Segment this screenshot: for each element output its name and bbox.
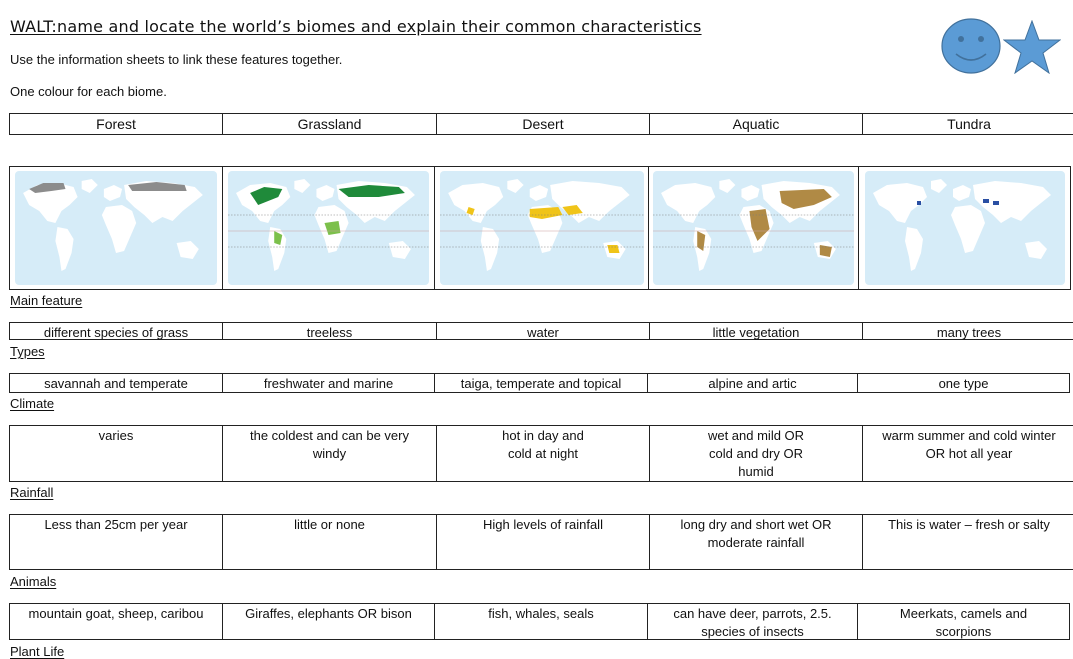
grassland-map-image (222, 166, 435, 290)
instruction-line-1: Use the information sheets to link these features together. (10, 52, 343, 67)
rainfall-cell (9, 514, 223, 570)
desert-map-image (434, 166, 649, 290)
biome-region (917, 201, 921, 205)
types-cell: savannah and temperate (9, 373, 223, 393)
walt-prefix: WALT: (10, 17, 58, 36)
instruction-line-2: One colour for each biome. (10, 84, 167, 99)
rainfall-cell (222, 514, 437, 570)
climate-text-line: varies (98, 428, 134, 443)
section-label-main-feature: Main feature (10, 293, 83, 308)
section-label-plant-life: Plant Life (10, 644, 65, 659)
section-label-animals: Animals (10, 574, 57, 589)
animals-text-line: Meerkats, camels and (899, 606, 1028, 621)
main-feature-cell: water (436, 322, 650, 340)
rainfall-text-line: High levels of rainfall (483, 517, 603, 532)
animals-text-line: scorpions (935, 624, 992, 639)
climate-text-line: wet and mild OR (707, 428, 805, 443)
climate-text-line: cold and dry OR (709, 446, 803, 461)
section-label-rainfall: Rainfall (10, 485, 54, 500)
biome-header-tundra: Tundra (862, 113, 1073, 135)
climate-cell (862, 425, 1073, 482)
animals-cell (434, 603, 648, 640)
star-icon (1003, 20, 1061, 74)
climate-text-line: OR hot all year (925, 446, 1013, 461)
section-label-climate: Climate (10, 396, 55, 411)
rainfall-text-line: Less than 25cm per year (44, 517, 188, 532)
types-row (9, 373, 1070, 393)
biome-header-desert: Desert (436, 113, 650, 135)
animals-cell (222, 603, 435, 640)
biome-region (607, 245, 619, 253)
rainfall-cell (862, 514, 1073, 570)
rainfall-text-line: This is water – fresh or salty (888, 517, 1050, 532)
page-title (10, 17, 702, 36)
rainfall-text-line: moderate rainfall (707, 535, 805, 550)
main-feature-cell: treeless (222, 322, 437, 340)
types-cell: one type (857, 373, 1070, 393)
climate-text-line: humid (738, 464, 774, 479)
animals-text-line: Giraffes, elephants OR bison (245, 606, 412, 621)
biome-region (993, 201, 999, 205)
types-cell: freshwater and marine (222, 373, 435, 393)
main-feature-cell: little vegetation (649, 322, 863, 340)
rainfall-cell (436, 514, 650, 570)
climate-text-line: cold at night (507, 446, 579, 461)
types-cell: alpine and artic (647, 373, 858, 393)
animals-text-line: species of insects (701, 624, 804, 639)
walt-text: name and locate the world’s biomes and explain their common characteristics (57, 17, 702, 36)
climate-cell (9, 425, 223, 482)
main-feature-row (9, 322, 1073, 340)
smiley-face-icon (941, 18, 1001, 74)
climate-row (9, 425, 1073, 482)
biome-header-grassland: Grassland (222, 113, 437, 135)
animals-cell (857, 603, 1070, 640)
aquatic-map-image (648, 166, 859, 290)
biome-maps-row (9, 166, 1071, 290)
animals-row (9, 603, 1070, 640)
animals-text-line: fish, whales, seals (488, 606, 594, 621)
main-feature-cell: different species of grass (9, 322, 223, 340)
biome-header-forest: Forest (9, 113, 223, 135)
types-cell: taiga, temperate and topical (434, 373, 648, 393)
animals-text-line: mountain goat, sheep, caribou (28, 606, 204, 621)
rainfall-text-line: little or none (294, 517, 365, 532)
animals-cell (9, 603, 223, 640)
forest-map-image (9, 166, 223, 290)
animals-cell (647, 603, 858, 640)
section-label-types: Types (10, 344, 45, 359)
climate-text-line: warm summer and cold winter (882, 428, 1056, 443)
climate-cell (222, 425, 437, 482)
climate-cell (436, 425, 650, 482)
biome-header-aquatic: Aquatic (649, 113, 863, 135)
biome-header-row (9, 113, 1073, 135)
climate-cell (649, 425, 863, 482)
rainfall-cell (649, 514, 863, 570)
climate-text-line: the coldest and can be very (250, 428, 409, 443)
animals-text-line: can have deer, parrots, 2.5. (673, 606, 832, 621)
rainfall-text-line: long dry and short wet OR (680, 517, 832, 532)
climate-text-line: windy (312, 446, 347, 461)
climate-text-line: hot in day and (502, 428, 584, 443)
rainfall-row (9, 514, 1073, 570)
tundra-map-image (858, 166, 1071, 290)
main-feature-cell: many trees (862, 322, 1073, 340)
biome-region (983, 199, 989, 203)
